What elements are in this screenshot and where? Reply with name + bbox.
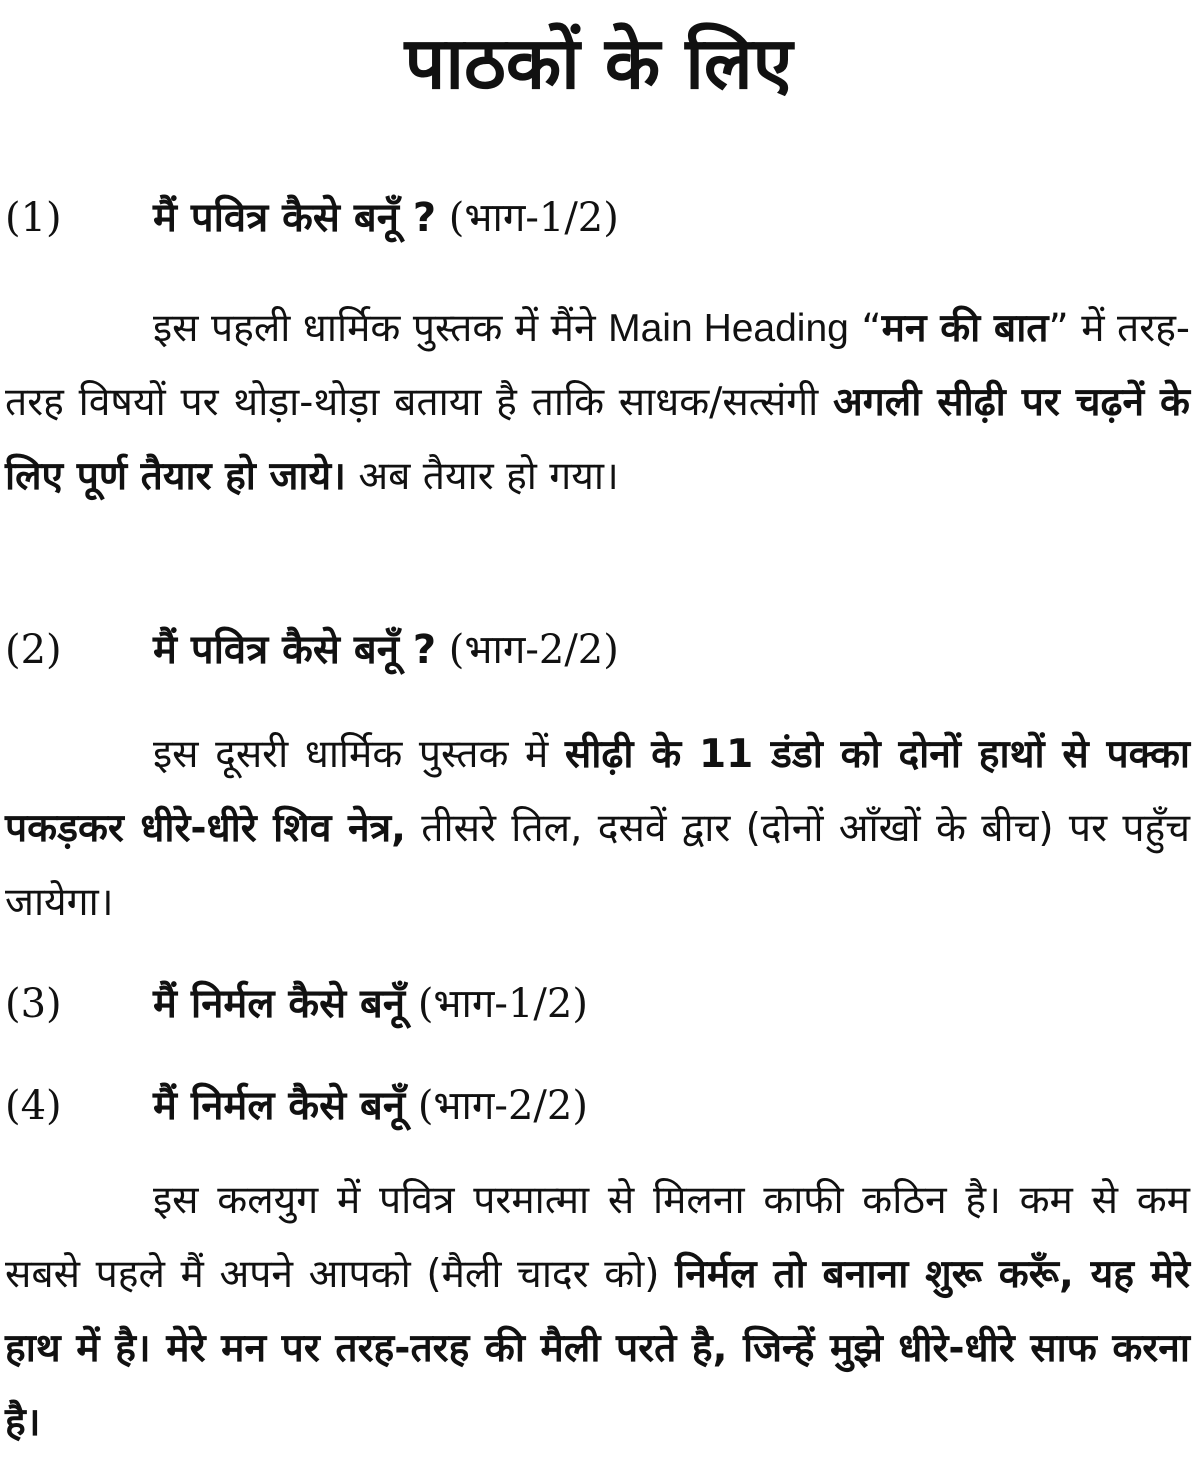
item-title: मैं पवित्र कैसे बनूँ ? xyxy=(153,627,437,673)
paragraph-3 xyxy=(5,1164,1190,1460)
para1-text-3: अब तैयार हो गया। xyxy=(345,454,619,499)
para2-text-1: इस दूसरी धार्मिक पुस्तक में xyxy=(153,732,565,777)
para2-text-2: तीसरे तिल, दसवें द्वार (दोनों आँखों के बीच) पर पहुँच जायेगा। xyxy=(5,806,1190,925)
item-part: (भाग-2/2) xyxy=(448,627,619,673)
paragraph-2 xyxy=(5,718,1190,940)
page-title: पाठकों के लिए xyxy=(404,21,793,105)
book-item-3 xyxy=(5,976,1190,1032)
item-number: (2) xyxy=(5,627,62,673)
item-part: (भाग-2/2) xyxy=(417,1083,588,1129)
item-title: मैं पवित्र कैसे बनूँ ? xyxy=(153,195,437,241)
item-number: (3) xyxy=(5,981,62,1027)
book-item-4 xyxy=(5,1078,1190,1134)
item-title: मैं निर्मल कैसे बनूँ xyxy=(153,1083,406,1129)
item-part: (भाग-1/2) xyxy=(448,195,619,241)
item-number: (4) xyxy=(5,1083,62,1129)
book-item-2 xyxy=(5,622,1190,678)
para1-quote-open: “ xyxy=(848,306,882,351)
item-number: (1) xyxy=(5,195,62,241)
para1-text-2: ” में तरह-तरह विषयों पर थोड़ा-थोड़ा बताया है ताकि साधक/सत्संगी xyxy=(5,306,1190,425)
item-part: (भाग-1/2) xyxy=(417,981,588,1027)
paragraph-1 xyxy=(5,292,1190,514)
para1-latin-text: Main Heading xyxy=(608,307,849,350)
para1-bold-1: मन की बात xyxy=(881,306,1049,351)
para3-bold-1: निर्मल तो बनाना शुरू करूँ, यह मेरे हाथ में है। मेरे मन पर तरह-तरह की मैली परते है, जिन्हें मुझे धीरे-धीरे साफ करना है। xyxy=(5,1252,1190,1445)
para1-text-1: इस पहली धार्मिक पुस्तक में मैंने xyxy=(153,306,609,351)
para2-bold-1: सीढ़ी के 11 डंडो को दोनों हाथों से पक्का पकड़कर धीरे-धीरे शिव नेत्र, xyxy=(5,732,1190,851)
book-item-1 xyxy=(5,190,1190,246)
para3-text-1: इस कलयुग में पवित्र परमात्मा से मिलना काफी कठिन है। कम से कम सबसे पहले मैं अपने आपको (मैली चादर को) xyxy=(5,1178,1190,1297)
item-title: मैं निर्मल कैसे बनूँ xyxy=(153,981,406,1027)
para1-bold-2: अगली सीढ़ी पर चढ़नें के लिए पूर्ण तैयार हो जाये। xyxy=(5,380,1190,499)
